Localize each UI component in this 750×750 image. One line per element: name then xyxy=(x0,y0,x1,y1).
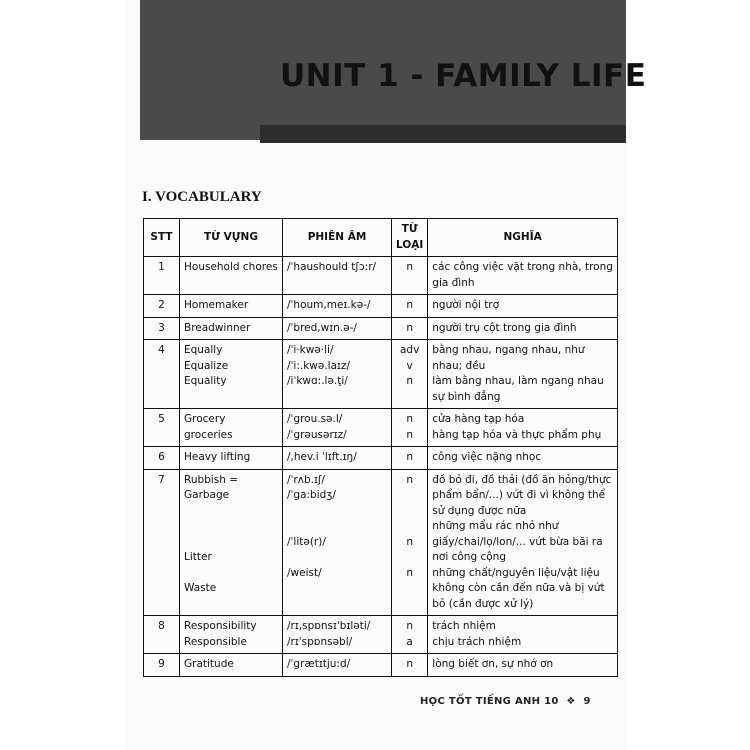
word-text xyxy=(184,566,278,582)
cell-pos xyxy=(392,469,428,616)
ipa-text: /weist/ xyxy=(287,566,322,579)
table-row xyxy=(144,469,618,616)
word-text xyxy=(184,504,278,520)
cell-ipa xyxy=(283,340,392,409)
cell-meaning xyxy=(428,654,618,677)
cell-stt: 4 xyxy=(144,340,180,409)
cell-meaning xyxy=(428,340,618,409)
word-text: Equally xyxy=(184,344,223,356)
cell-word xyxy=(180,295,283,318)
cell-ipa xyxy=(283,257,392,295)
cell-pos xyxy=(392,409,428,447)
table-row xyxy=(144,447,618,470)
cell-stt: 7 xyxy=(144,469,180,616)
pos-text: n xyxy=(406,375,413,387)
cell-stt: 3 xyxy=(144,317,180,340)
pos-text: n xyxy=(406,261,413,273)
meaning-text: bằng nhau, ngang nhau, như nhau; đều xyxy=(432,344,585,372)
table-body xyxy=(144,257,618,677)
pos-text xyxy=(396,550,423,566)
page-number: 9 xyxy=(583,696,591,707)
pos-text: n xyxy=(406,451,413,463)
meaning-text: làm bằng nhau, làm ngang nhau xyxy=(432,375,604,387)
meaning-text: những chất/nguyên liệu/vật liệu không còn cần đến nữa và bị vứt bỏ (cần được xử lý) xyxy=(432,566,605,610)
pos-text: a xyxy=(406,635,413,648)
ipa-text: /ˈgrəusərɪz/ xyxy=(287,428,347,441)
cell-pos xyxy=(392,616,428,654)
cell-pos xyxy=(392,295,428,318)
cell-word xyxy=(180,447,283,470)
cell-word xyxy=(180,257,283,295)
ipa-text: /ˈi·kwə·li/ xyxy=(287,344,334,356)
cell-ipa xyxy=(283,317,392,340)
cell-stt: 6 xyxy=(144,447,180,470)
table-row xyxy=(144,654,618,677)
meaning-text: sự bình đẳng xyxy=(432,390,501,403)
cell-meaning xyxy=(428,469,618,616)
word-text xyxy=(184,519,278,535)
word-text: Homemaker xyxy=(184,299,249,311)
cell-ipa xyxy=(283,447,392,470)
word-text: Equality xyxy=(184,375,227,387)
cell-word xyxy=(180,409,283,447)
header-pos: TỪ LOẠI xyxy=(392,219,428,257)
meaning-text: cửa hàng tạp hóa xyxy=(432,413,525,425)
table-row xyxy=(144,295,618,318)
word-text: Rubbish = Garbage xyxy=(184,473,238,501)
word-text: Litter xyxy=(184,551,212,563)
cell-pos xyxy=(392,447,428,470)
ipa-text: /ˈhaushould tʃɔ:r/ xyxy=(287,261,377,273)
ipa-text xyxy=(287,519,387,535)
banner-ribbon xyxy=(260,125,626,143)
meaning-text: người trụ cột trong gia đình xyxy=(432,321,577,334)
cell-pos xyxy=(392,257,428,295)
pos-text: n xyxy=(406,535,413,548)
ipa-text: /iˈkwɑ:.lə.ţi/ xyxy=(287,375,348,387)
footer-ornament-icon: ❖ xyxy=(566,696,576,707)
cell-meaning xyxy=(428,295,618,318)
pos-text: n xyxy=(406,428,413,441)
word-text: Household chores xyxy=(184,261,278,273)
table-header-row xyxy=(144,219,618,257)
book-title: HỌC TỐT TIẾNG ANH 10 xyxy=(420,696,559,707)
meaning-text: người nội trợ xyxy=(432,299,500,311)
word-text: Equalize xyxy=(184,359,229,372)
cell-meaning xyxy=(428,409,618,447)
cell-stt: 1 xyxy=(144,257,180,295)
cell-word xyxy=(180,340,283,409)
cell-ipa xyxy=(283,654,392,677)
cell-pos xyxy=(392,340,428,409)
cell-word xyxy=(180,654,283,677)
header-ipa: PHIÊN ÂM xyxy=(283,219,392,257)
section-title: I. VOCABULARY xyxy=(142,189,262,205)
pos-text: n xyxy=(406,566,413,579)
table-row xyxy=(144,409,618,447)
pos-text: v xyxy=(406,359,413,372)
pos-text: adv xyxy=(399,344,420,356)
pos-text: n xyxy=(406,321,413,334)
pos-text: n xyxy=(406,473,413,486)
cell-pos xyxy=(392,654,428,677)
cell-ipa xyxy=(283,469,392,616)
cell-stt: 9 xyxy=(144,654,180,677)
ipa-text: /rɪ,spɒnsɪˈbɪləti/ xyxy=(287,620,371,632)
banner-notch xyxy=(140,120,168,140)
ipa-text: /ˈhoum,meɪ.kə-/ xyxy=(287,299,371,311)
ipa-text xyxy=(287,550,387,566)
pos-text: n xyxy=(406,299,413,311)
pos-text: n xyxy=(406,658,413,670)
table-row xyxy=(144,616,618,654)
word-text: groceries xyxy=(184,428,233,441)
cell-pos xyxy=(392,317,428,340)
page-footer xyxy=(420,696,591,707)
cell-meaning xyxy=(428,317,618,340)
meaning-text: hàng tạp hóa và thực phẩm phụ xyxy=(432,428,602,441)
word-text xyxy=(184,535,278,551)
word-text: Heavy lifting xyxy=(184,451,251,463)
word-text: Breadwinner xyxy=(184,321,251,334)
meaning-text: lòng biết ơn, sự nhớ ơn xyxy=(432,658,554,670)
ipa-text xyxy=(287,504,387,520)
ipa-text: /ˈi:.kwə.laɪz/ xyxy=(287,359,350,372)
pos-text xyxy=(396,519,423,535)
cell-stt: 5 xyxy=(144,409,180,447)
meaning-text: chịu trách nhiệm xyxy=(432,635,522,648)
table-row xyxy=(144,317,618,340)
meaning-text: những mẩu rác nhỏ như giấy/chai/lọ/lon/... vứt bừa bãi ra nơi công cộng xyxy=(432,520,603,563)
cell-ipa xyxy=(283,295,392,318)
cell-meaning xyxy=(428,257,618,295)
pos-text xyxy=(396,488,423,504)
ipa-text: /ˈlitə(r)/ xyxy=(287,535,326,548)
word-text: Gratitude xyxy=(184,658,234,670)
word-text: Responsibility xyxy=(184,620,257,632)
cell-word xyxy=(180,317,283,340)
pos-text xyxy=(396,504,423,520)
meaning-text: đồ bỏ đi, đồ thải (đồ ăn hỏng/thực phẩm bẩn/...) vứt đi vì không thể sử dụng được nữa xyxy=(432,473,612,517)
pos-text: n xyxy=(406,620,413,632)
meaning-text: các công việc vặt trong nhà, trong gia đình xyxy=(432,261,613,289)
ipa-text: /ˈbred,wɪn.ə-/ xyxy=(287,321,357,334)
unit-title: UNIT 1 - FAMILY LIFE xyxy=(280,58,647,94)
ipa-text: /ˈga:bidʒ/ xyxy=(287,489,336,501)
meaning-text: trách nhiệm xyxy=(432,620,496,632)
header-meaning: NGHĨA xyxy=(428,219,618,257)
header-stt: STT xyxy=(144,219,180,257)
pos-text: n xyxy=(406,413,413,425)
ipa-text: /ˈgrou.sə.l/ xyxy=(287,413,343,425)
table-row xyxy=(144,257,618,295)
meaning-text: công việc nặng nhọc xyxy=(432,451,542,463)
cell-word xyxy=(180,469,283,616)
ipa-text: /,hev.i ˈlɪft.ɪŋ/ xyxy=(287,451,357,463)
word-text: Waste xyxy=(184,582,217,594)
vocabulary-table xyxy=(143,218,618,677)
cell-meaning xyxy=(428,447,618,470)
ipa-text: /rɪˈspɒnsəbl/ xyxy=(287,635,353,648)
word-text: Grocery xyxy=(184,413,226,425)
cell-ipa xyxy=(283,616,392,654)
ipa-text: /ˈrʌb.ɪʃ/ xyxy=(287,473,325,486)
word-text: Responsible xyxy=(184,635,247,648)
cell-ipa xyxy=(283,409,392,447)
header-word: TỪ VỰNG xyxy=(180,219,283,257)
cell-meaning xyxy=(428,616,618,654)
cell-stt: 2 xyxy=(144,295,180,318)
table-row xyxy=(144,340,618,409)
ipa-text: /ˈgrætɪtju:d/ xyxy=(287,658,351,670)
cell-word xyxy=(180,616,283,654)
cell-stt: 8 xyxy=(144,616,180,654)
